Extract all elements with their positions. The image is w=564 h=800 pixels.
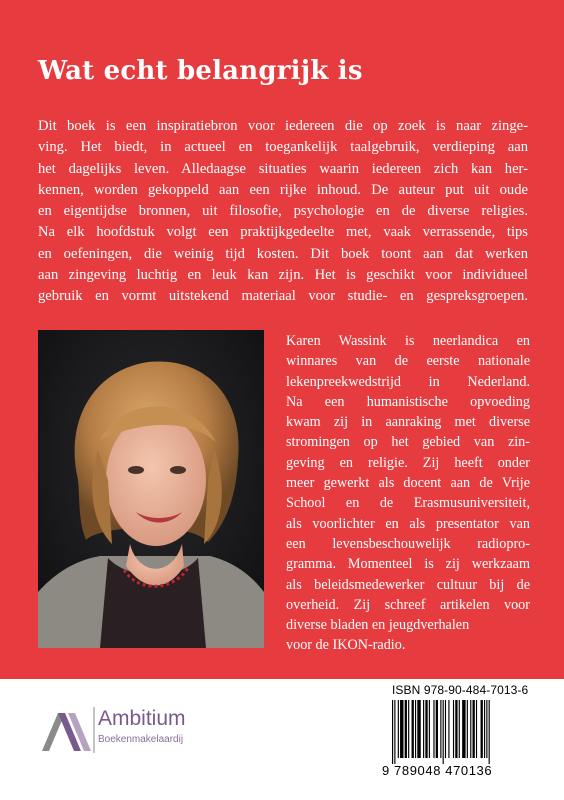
- bio-line: voor de IKON-radio.: [286, 637, 406, 654]
- barcode-bar: [484, 700, 485, 758]
- barcode-bar: [467, 700, 468, 758]
- barcode-bar: [423, 700, 424, 758]
- barcode-bar: [462, 700, 465, 758]
- bio-line: een levensbeschouwelijk radiopro-: [286, 535, 530, 552]
- author-portrait-image: [38, 330, 264, 648]
- barcode-bar: [415, 700, 416, 758]
- barcode-bar: [448, 700, 449, 758]
- barcode-bar: [455, 700, 457, 758]
- bio-line: lekenpreekwedstrijd in Nederland.: [286, 373, 530, 390]
- bio-line: meer gewerkt als docent aan de Vrije: [286, 475, 530, 492]
- barcode-bar: [489, 700, 490, 764]
- isbn-barcode-block: [382, 681, 548, 784]
- bio-line: gramma. Momenteel is zij werkzaam: [286, 556, 530, 573]
- barcode-bar: [459, 700, 460, 758]
- author-photo: [38, 330, 264, 648]
- barcode-bar: [445, 700, 446, 758]
- ean-digits: 9 789048 470136: [382, 763, 493, 778]
- barcode-bar: [408, 700, 409, 758]
- bio-line: winnares van de eerste nationale: [286, 353, 530, 370]
- barcode-bar: [486, 700, 487, 758]
- barcode-bar: [398, 700, 399, 758]
- bio-line: stromingen op het gebied van zin-: [286, 434, 530, 451]
- barcode-bar: [405, 700, 407, 758]
- description-line: het dagelijks leven. Alledaagse situaties waarin iedereen zich kan her-: [38, 160, 528, 177]
- barcode-bar: [400, 700, 403, 758]
- bio-line: Na een humanistische opvoeding: [286, 393, 530, 410]
- author-bio: [286, 331, 530, 656]
- barcode-bar: [436, 700, 438, 758]
- publisher-logo: [38, 703, 258, 755]
- barcode-bar: [473, 700, 475, 758]
- barcode-bar: [481, 700, 483, 758]
- isbn-label: ISBN 978-90-484-7013-6: [392, 683, 529, 697]
- bio-line: overheid. Zij schreef artikelen voor: [286, 596, 530, 613]
- publisher-name: Ambitium: [98, 707, 186, 730]
- description-line: aan zingeving luchtig en leuk kan zijn. Het is geschikt voor individueel: [38, 267, 528, 284]
- barcode-bar: [394, 700, 395, 764]
- barcode-bar: [440, 700, 441, 758]
- book-description: [38, 116, 528, 308]
- description-line: Na elk hoofdstuk volgt een praktijkgedeelte met, vaak verrassende, tips: [38, 224, 528, 241]
- barcode-bar: [476, 700, 477, 758]
- barcode-bar: [453, 700, 454, 758]
- barcode-bar: [429, 700, 430, 758]
- description-line: kennen, worden gekoppeld aan een rijke inhoud. De auteur put uit oude: [38, 181, 528, 198]
- publisher-subtitle: Boekenmakelaardij: [98, 734, 184, 745]
- barcode-bar: [470, 700, 471, 758]
- description-line: ving. Het biedt, in actueel en toegankelijk taalgebruik, verdieping aan: [38, 139, 528, 156]
- publisher-logo-mark-icon: [38, 703, 96, 755]
- bio-line: als voorlichter en als presentator van: [286, 515, 530, 532]
- description-line: Dit boek is een inspiratiebron voor iedereen die op zoek is naar zinge-: [38, 118, 528, 134]
- bio-line: School en de Erasmusuniversiteit,: [286, 495, 530, 512]
- barcode-bar: [392, 700, 393, 764]
- description-line: en oefeningen, die weinig tijd kosten. Dit boek toont aan dat werken: [38, 245, 528, 262]
- barcode-bar: [412, 700, 414, 758]
- barcode-bar: [443, 700, 444, 764]
- bio-line: geving en religie. Zij heeft onder: [286, 454, 530, 471]
- bio-line: diverse bladen en jeugdverhalen: [286, 617, 470, 634]
- description-line: en eigentijdse bronnen, uit filosofie, psychologie en de diverse religies.: [38, 203, 528, 220]
- bio-line: als beleidsmedewerker cultuur bij de: [286, 576, 530, 593]
- description-line: gebruik en vormt uitstekend materiaal voor studie- en gespreksgroepen.: [38, 288, 528, 305]
- barcode-bar: [433, 700, 434, 758]
- barcode-bar: [425, 700, 427, 758]
- barcode-bar: [417, 700, 420, 758]
- barcode-icon: [390, 700, 544, 764]
- bio-line: Karen Wassink is neerlandica en: [286, 333, 530, 349]
- book-title: Wat echt belangrijk is: [38, 56, 363, 86]
- bio-line: kwam zij in aanraking met diverse: [286, 414, 530, 431]
